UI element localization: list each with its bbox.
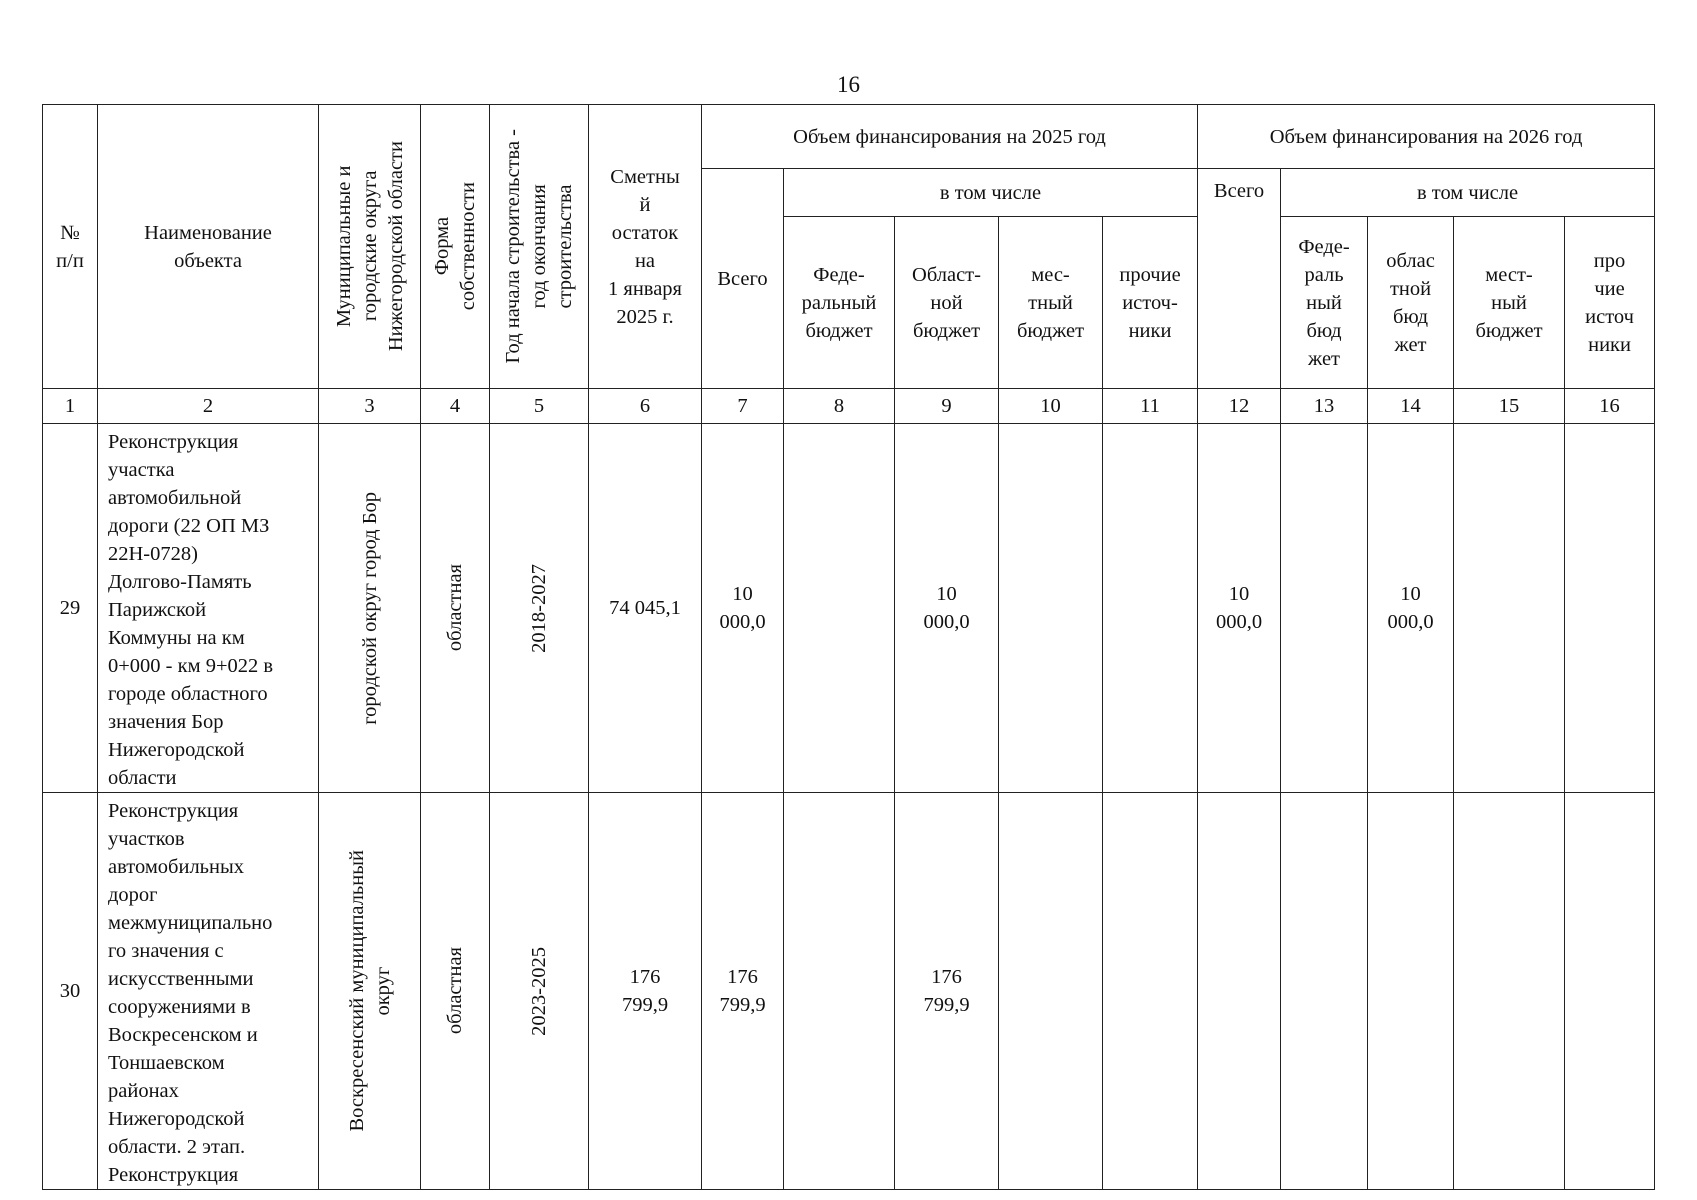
other-2026 bbox=[1565, 424, 1655, 793]
other-2025 bbox=[1103, 424, 1198, 793]
regional-2025: 10 000,0 bbox=[895, 424, 999, 793]
column-number: 5 bbox=[490, 389, 589, 424]
object-name: Реконструкция участков автомобильных дорог межмуниципально го значения с искусственными сооружениями в Воскресенском и Тоншаевском районах Нижегородской области. 2 этап. Реконструкция bbox=[98, 793, 319, 1190]
header-federal-2026: Феде- раль ный бюд жет bbox=[1281, 217, 1368, 389]
local-2026 bbox=[1454, 424, 1565, 793]
years-cell bbox=[490, 424, 589, 793]
federal-2026 bbox=[1281, 793, 1368, 1190]
header-num: № п/п bbox=[43, 105, 98, 389]
regional-2026 bbox=[1368, 793, 1454, 1190]
total-2025: 176 799,9 bbox=[702, 793, 784, 1190]
header-federal-2025: Феде- ральный бюджет bbox=[784, 217, 895, 389]
header-other-2025: прочие источ- ники bbox=[1103, 217, 1198, 389]
years-text: 2018-2027 bbox=[528, 563, 550, 653]
regional-2026: 10 000,0 bbox=[1368, 424, 1454, 793]
table-row bbox=[43, 424, 1655, 793]
ownership-cell bbox=[421, 424, 490, 793]
municipality-text: Воскресенский муниципальный округ bbox=[345, 850, 394, 1132]
header-ownership-text: Форма собственности bbox=[431, 182, 479, 311]
header-local-2025: мес- тный бюджет bbox=[999, 217, 1103, 389]
column-number: 9 bbox=[895, 389, 999, 424]
column-number: 14 bbox=[1368, 389, 1454, 424]
estimate-balance: 176 799,9 bbox=[589, 793, 702, 1190]
other-2026 bbox=[1565, 793, 1655, 1190]
table-row bbox=[43, 793, 1655, 1190]
local-2025 bbox=[999, 793, 1103, 1190]
header-municipality bbox=[319, 105, 421, 389]
column-number: 1 bbox=[43, 389, 98, 424]
column-number: 8 bbox=[784, 389, 895, 424]
header-object-name: Наименование объекта bbox=[98, 105, 319, 389]
total-2025: 10 000,0 bbox=[702, 424, 784, 793]
other-2025 bbox=[1103, 793, 1198, 1190]
estimate-balance: 74 045,1 bbox=[589, 424, 702, 793]
municipality-cell bbox=[319, 424, 421, 793]
column-number: 15 bbox=[1454, 389, 1565, 424]
header-ownership bbox=[421, 105, 490, 389]
municipality-text: городской округ город Бор bbox=[358, 491, 381, 725]
column-number: 13 bbox=[1281, 389, 1368, 424]
ownership-text: областная bbox=[444, 947, 466, 1035]
column-number: 16 bbox=[1565, 389, 1655, 424]
object-name: Реконструкция участка автомобильной дороги (22 ОП МЗ 22Н-0728) Долгово-Память Парижской Коммуны на км 0+000 - км 9+022 в городе областного значения Бор Нижегородской области bbox=[98, 424, 319, 793]
federal-2025 bbox=[784, 424, 895, 793]
ownership-text: областная bbox=[444, 564, 466, 652]
header-construction-years-text: Год начала строительства - год окончания строительства bbox=[502, 129, 576, 364]
header-construction-years bbox=[490, 105, 589, 389]
ownership-cell bbox=[421, 793, 490, 1190]
header-total-2026: Всего bbox=[1198, 169, 1281, 389]
header-municipality-text: Муниципальные и городские округа Нижегородской области bbox=[332, 141, 407, 352]
header-including-2025: в том числе bbox=[784, 169, 1198, 217]
column-number: 3 bbox=[319, 389, 421, 424]
header-local-2026: мест- ный бюджет bbox=[1454, 217, 1565, 389]
column-numbers-row bbox=[43, 389, 1655, 424]
column-number: 11 bbox=[1103, 389, 1198, 424]
header-estimate-balance: Сметны й остаток на 1 января 2025 г. bbox=[589, 105, 702, 389]
federal-2026 bbox=[1281, 424, 1368, 793]
column-number: 2 bbox=[98, 389, 319, 424]
federal-2025 bbox=[784, 793, 895, 1190]
header-regional-2025: Област- ной бюджет bbox=[895, 217, 999, 389]
header-total-2025: Всего bbox=[702, 169, 784, 389]
column-number: 4 bbox=[421, 389, 490, 424]
regional-2025: 176 799,9 bbox=[895, 793, 999, 1190]
header-financing-2026: Объем финансирования на 2026 год bbox=[1198, 105, 1655, 169]
row-number: 30 bbox=[43, 793, 98, 1190]
page-number: 16 bbox=[837, 72, 860, 97]
header-regional-2026: облас тной бюд жет bbox=[1368, 217, 1454, 389]
column-number: 10 bbox=[999, 389, 1103, 424]
construction-financing-table bbox=[42, 104, 1655, 1190]
column-number: 12 bbox=[1198, 389, 1281, 424]
header-including-2026: в том числе bbox=[1281, 169, 1655, 217]
row-number: 29 bbox=[43, 424, 98, 793]
years-text: 2023-2025 bbox=[528, 946, 550, 1036]
header-other-2026: про чие источ ники bbox=[1565, 217, 1655, 389]
local-2025 bbox=[999, 424, 1103, 793]
total-2026: 10 000,0 bbox=[1198, 424, 1281, 793]
header-financing-2025: Объем финансирования на 2025 год bbox=[702, 105, 1198, 169]
municipality-cell bbox=[319, 793, 421, 1190]
total-2026 bbox=[1198, 793, 1281, 1190]
column-number: 6 bbox=[589, 389, 702, 424]
years-cell bbox=[490, 793, 589, 1190]
local-2026 bbox=[1454, 793, 1565, 1190]
column-number: 7 bbox=[702, 389, 784, 424]
